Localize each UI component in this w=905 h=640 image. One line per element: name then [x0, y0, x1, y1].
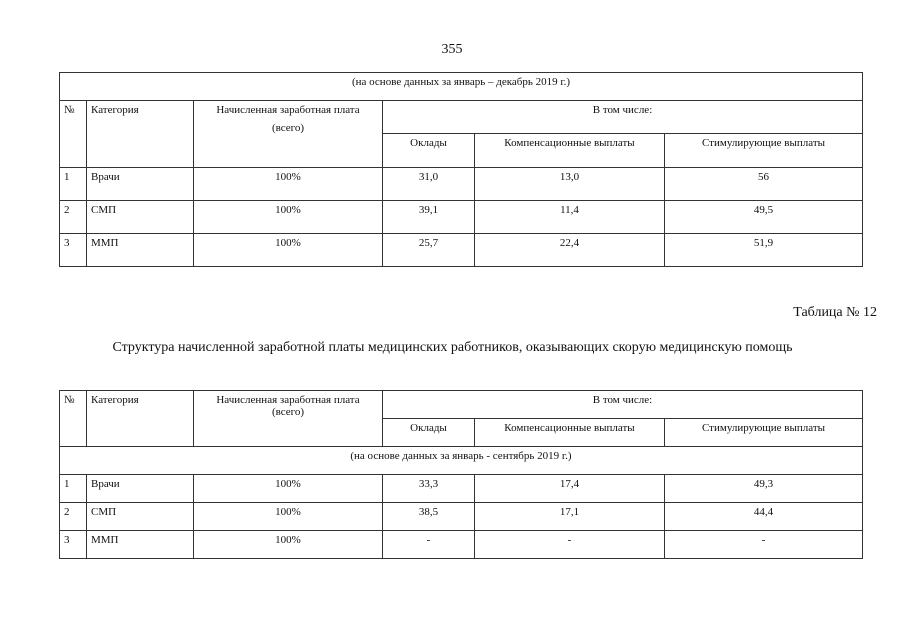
header-category: Категория [87, 391, 194, 447]
row-compensation: 13,0 [475, 168, 665, 201]
row-compensation: - [475, 531, 665, 559]
row-total: 100% [194, 201, 383, 234]
row-compensation: 17,4 [475, 475, 665, 503]
row-salaries: 33,3 [383, 475, 475, 503]
header-total-salary-line2: (всего) [271, 406, 305, 418]
header-salaries: Оклады [383, 134, 475, 168]
row-category: Врачи [87, 168, 194, 201]
table-row [60, 503, 863, 531]
row-num: 3 [60, 531, 87, 559]
row-num: 2 [60, 503, 87, 531]
salary-structure-table-2019-full-year [59, 72, 863, 267]
row-salaries: 31,0 [383, 168, 475, 201]
row-salaries: - [383, 531, 475, 559]
table-row [60, 168, 863, 201]
salary-structure-table-12 [59, 390, 863, 559]
row-stimulating: - [665, 531, 863, 559]
row-salaries: 38,5 [383, 503, 475, 531]
row-category: Врачи [87, 475, 194, 503]
table-number: Таблица № 12 [793, 305, 877, 320]
header-num: № [60, 101, 87, 168]
header-compensation: Компенсационные выплаты [475, 134, 665, 168]
row-total: 100% [194, 503, 383, 531]
header-total-salary-line2: (всего) [271, 122, 305, 134]
header-total-salary [194, 391, 383, 447]
row-compensation: 17,1 [475, 503, 665, 531]
row-category: СМП [87, 503, 194, 531]
header-stimulating: Стимулирующие выплаты [665, 134, 863, 168]
header-compensation: Компенсационные выплаты [475, 419, 665, 447]
row-total: 100% [194, 168, 383, 201]
header-total-salary [194, 101, 383, 168]
table-row [60, 234, 863, 267]
row-category: ММП [87, 234, 194, 267]
row-salaries: 25,7 [383, 234, 475, 267]
header-including: В том числе: [383, 101, 863, 134]
header-salaries: Оклады [383, 419, 475, 447]
row-total: 100% [194, 531, 383, 559]
row-stimulating: 56 [665, 168, 863, 201]
row-category: СМП [87, 201, 194, 234]
header-including: В том числе: [383, 391, 863, 419]
header-total-salary-line1: Начисленная заработная плата [216, 394, 360, 406]
row-stimulating: 51,9 [665, 234, 863, 267]
header-category: Категория [87, 101, 194, 168]
row-total: 100% [194, 475, 383, 503]
row-stimulating: 49,3 [665, 475, 863, 503]
row-num: 3 [60, 234, 87, 267]
table-title: Структура начисленной заработной платы медицинских работников, оказывающих скорую медицинскую помощь [112, 340, 793, 355]
header-num: № [60, 391, 87, 447]
row-num: 2 [60, 201, 87, 234]
row-stimulating: 44,4 [665, 503, 863, 531]
row-num: 1 [60, 168, 87, 201]
page-number: 355 [441, 42, 463, 57]
row-total: 100% [194, 234, 383, 267]
period-row: (на основе данных за январь – декабрь 2019 г.) [60, 73, 863, 101]
table-row [60, 531, 863, 559]
row-compensation: 11,4 [475, 201, 665, 234]
row-num: 1 [60, 475, 87, 503]
header-total-salary-line1: Начисленная заработная плата [216, 104, 360, 116]
row-salaries: 39,1 [383, 201, 475, 234]
period-row: (на основе данных за январь - сентябрь 2019 г.) [60, 447, 863, 475]
row-compensation: 22,4 [475, 234, 665, 267]
header-stimulating: Стимулирующие выплаты [665, 419, 863, 447]
table-row [60, 201, 863, 234]
table-row [60, 475, 863, 503]
row-stimulating: 49,5 [665, 201, 863, 234]
row-category: ММП [87, 531, 194, 559]
